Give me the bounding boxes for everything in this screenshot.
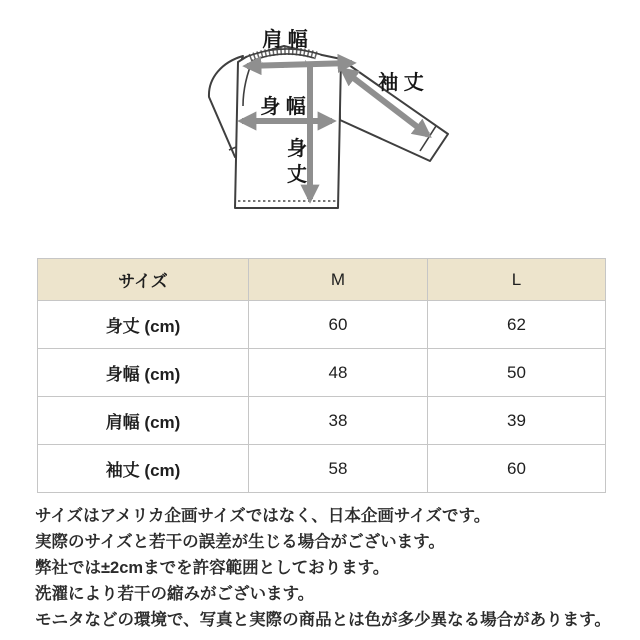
header-cell-size: サイズ (38, 259, 249, 301)
value-body-width-m: 48 (249, 349, 428, 397)
value-sleeve-length-l: 60 (428, 445, 606, 493)
size-notes (35, 503, 625, 633)
table-row (38, 445, 606, 493)
value-body-length-m: 60 (249, 301, 428, 349)
note-line: 実際のサイズと若干の誤差が生じる場合がございます。 (35, 533, 445, 551)
table-row (38, 349, 606, 397)
row-label-sleeve-length: 袖丈 (cm) (38, 445, 249, 493)
note-line: サイズはアメリカ企画サイズではなく、日本企画サイズです。 (35, 507, 491, 525)
shoulder-width-arrow (247, 63, 352, 66)
body-length-label-char1: 身 (287, 138, 307, 160)
header-cell-m: M (249, 259, 428, 301)
table-row (38, 301, 606, 349)
value-shoulder-width-m: 38 (249, 397, 428, 445)
body-width-label: 身 幅 (260, 96, 306, 118)
value-sleeve-length-m: 58 (249, 445, 428, 493)
value-body-width-l: 50 (428, 349, 606, 397)
row-label-body-width: 身幅 (cm) (38, 349, 249, 397)
sleeve-length-label: 袖 丈 (378, 72, 424, 94)
table-row (38, 397, 606, 445)
size-table-header-row (38, 259, 606, 301)
value-shoulder-width-l: 39 (428, 397, 606, 445)
note-line: モニタなどの環境で、写真と実際の商品とは色が多少異なる場合があります。 (35, 611, 611, 629)
note-line: 弊社では±2cmまでを許容範囲としております。 (35, 559, 390, 577)
note-line: 洗濯により若干の縮みがございます。 (35, 585, 315, 603)
row-label-body-length: 身丈 (cm) (38, 301, 249, 349)
shirt-measurement-diagram (0, 0, 640, 245)
size-table (37, 258, 606, 493)
value-body-length-l: 62 (428, 301, 606, 349)
body-length-label-char2: 丈 (287, 164, 307, 186)
row-label-shoulder-width: 肩幅 (cm) (38, 397, 249, 445)
header-cell-l: L (428, 259, 606, 301)
shoulder-width-label: 肩 幅 (262, 29, 308, 51)
